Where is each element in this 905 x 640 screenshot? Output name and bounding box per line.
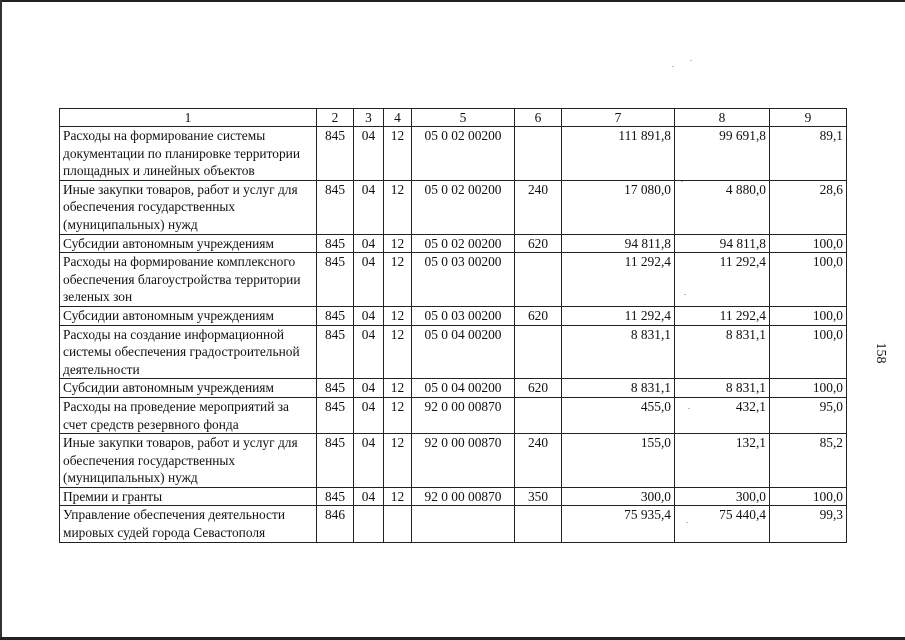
row-name: Субсидии автономным учреждениям <box>60 379 317 398</box>
execution-percent: 85,2 <box>770 434 847 488</box>
expense-type-code: 620 <box>515 306 562 325</box>
header-cell: 9 <box>770 109 847 127</box>
section-code: 04 <box>354 379 384 398</box>
table-row <box>60 127 847 181</box>
subsection-code: 12 <box>384 234 412 253</box>
executed-amount: 11 292,4 <box>675 253 770 307</box>
execution-percent: 28,6 <box>770 180 847 234</box>
executed-amount: 94 811,8 <box>675 234 770 253</box>
executed-amount: 300,0 <box>675 487 770 506</box>
target-article-code: 05 0 02 00200 <box>412 180 515 234</box>
executed-amount: 75 440,4 <box>675 506 770 542</box>
table-row <box>60 325 847 379</box>
row-name: Расходы на создание информационной системы обеспечения градостроительной деятельности <box>60 325 317 379</box>
target-article-code: 92 0 00 00870 <box>412 397 515 433</box>
section-code: 04 <box>354 253 384 307</box>
subsection-code <box>384 506 412 542</box>
expense-type-code: 620 <box>515 379 562 398</box>
planned-amount: 8 831,1 <box>562 325 675 379</box>
executed-amount: 11 292,4 <box>675 306 770 325</box>
scan-border-left <box>0 0 2 640</box>
executed-amount: 4 880,0 <box>675 180 770 234</box>
subsection-code: 12 <box>384 306 412 325</box>
target-article-code: 05 0 04 00200 <box>412 325 515 379</box>
execution-percent: 100,0 <box>770 306 847 325</box>
expense-type-code <box>515 127 562 181</box>
ministry-code: 845 <box>317 180 354 234</box>
executed-amount: 132,1 <box>675 434 770 488</box>
planned-amount: 8 831,1 <box>562 379 675 398</box>
target-article-code: 05 0 02 00200 <box>412 234 515 253</box>
table-row <box>60 487 847 506</box>
ministry-code: 845 <box>317 306 354 325</box>
ministry-code: 845 <box>317 379 354 398</box>
planned-amount: 75 935,4 <box>562 506 675 542</box>
ministry-code: 845 <box>317 397 354 433</box>
row-name: Субсидии автономным учреждениям <box>60 306 317 325</box>
target-article-code: 05 0 03 00200 <box>412 306 515 325</box>
target-article-code: 05 0 04 00200 <box>412 379 515 398</box>
section-code <box>354 506 384 542</box>
header-cell: 2 <box>317 109 354 127</box>
scan-speck <box>690 60 692 61</box>
execution-percent: 100,0 <box>770 234 847 253</box>
planned-amount: 17 080,0 <box>562 180 675 234</box>
section-code: 04 <box>354 397 384 433</box>
table-row <box>60 506 847 542</box>
expense-type-code: 350 <box>515 487 562 506</box>
row-name: Субсидии автономным учреждениям <box>60 234 317 253</box>
row-name: Премии и гранты <box>60 487 317 506</box>
planned-amount: 11 292,4 <box>562 306 675 325</box>
target-article-code: 05 0 02 00200 <box>412 127 515 181</box>
subsection-code: 12 <box>384 127 412 181</box>
expense-type-code: 240 <box>515 434 562 488</box>
scan-speck <box>672 66 674 67</box>
execution-percent: 99,3 <box>770 506 847 542</box>
table-row <box>60 306 847 325</box>
ministry-code: 845 <box>317 325 354 379</box>
table-row <box>60 253 847 307</box>
ministry-code: 845 <box>317 487 354 506</box>
planned-amount: 11 292,4 <box>562 253 675 307</box>
execution-percent: 100,0 <box>770 487 847 506</box>
subsection-code: 12 <box>384 487 412 506</box>
expense-type-code: 240 <box>515 180 562 234</box>
execution-percent: 100,0 <box>770 253 847 307</box>
ministry-code: 846 <box>317 506 354 542</box>
planned-amount: 300,0 <box>562 487 675 506</box>
subsection-code: 12 <box>384 434 412 488</box>
row-name: Иные закупки товаров, работ и услуг для обеспечения государственных (муниципальных) нужд <box>60 180 317 234</box>
table-row <box>60 180 847 234</box>
row-name: Иные закупки товаров, работ и услуг для обеспечения государственных (муниципальных) нужд <box>60 434 317 488</box>
table-row <box>60 379 847 398</box>
executed-amount: 8 831,1 <box>675 325 770 379</box>
header-cell: 6 <box>515 109 562 127</box>
row-name: Расходы на проведение мероприятий за счет средств резервного фонда <box>60 397 317 433</box>
header-cell: 8 <box>675 109 770 127</box>
section-code: 04 <box>354 434 384 488</box>
budget-table <box>59 108 847 543</box>
header-cell: 1 <box>60 109 317 127</box>
table-row <box>60 234 847 253</box>
ministry-code: 845 <box>317 127 354 181</box>
row-name: Расходы на формирование комплексного обеспечения благоустройства территории зеленых зон <box>60 253 317 307</box>
subsection-code: 12 <box>384 180 412 234</box>
subsection-code: 12 <box>384 379 412 398</box>
row-name: Управление обеспечения деятельности мировых судей города Севастополя <box>60 506 317 542</box>
section-code: 04 <box>354 234 384 253</box>
section-code: 04 <box>354 325 384 379</box>
ministry-code: 845 <box>317 434 354 488</box>
section-code: 04 <box>354 180 384 234</box>
table-row <box>60 434 847 488</box>
expense-type-code <box>515 253 562 307</box>
target-article-code: 92 0 00 00870 <box>412 434 515 488</box>
header-cell: 3 <box>354 109 384 127</box>
row-name: Расходы на формирование системы документации по планировке территории площадных и линейных объектов <box>60 127 317 181</box>
subsection-code: 12 <box>384 325 412 379</box>
planned-amount: 455,0 <box>562 397 675 433</box>
page-number: 158 <box>873 342 888 364</box>
executed-amount: 8 831,1 <box>675 379 770 398</box>
ministry-code: 845 <box>317 234 354 253</box>
expense-type-code <box>515 397 562 433</box>
section-code: 04 <box>354 487 384 506</box>
execution-percent: 100,0 <box>770 325 847 379</box>
target-article-code: 05 0 03 00200 <box>412 253 515 307</box>
header-cell: 7 <box>562 109 675 127</box>
planned-amount: 155,0 <box>562 434 675 488</box>
planned-amount: 94 811,8 <box>562 234 675 253</box>
expense-type-code: 620 <box>515 234 562 253</box>
subsection-code: 12 <box>384 397 412 433</box>
expense-type-code <box>515 506 562 542</box>
table-header-row <box>60 109 847 127</box>
section-code: 04 <box>354 306 384 325</box>
subsection-code: 12 <box>384 253 412 307</box>
executed-amount: 432,1 <box>675 397 770 433</box>
scan-border-top <box>0 0 905 2</box>
planned-amount: 111 891,8 <box>562 127 675 181</box>
execution-percent: 89,1 <box>770 127 847 181</box>
header-cell: 4 <box>384 109 412 127</box>
ministry-code: 845 <box>317 253 354 307</box>
expense-type-code <box>515 325 562 379</box>
execution-percent: 95,0 <box>770 397 847 433</box>
executed-amount: 99 691,8 <box>675 127 770 181</box>
table-row <box>60 397 847 433</box>
section-code: 04 <box>354 127 384 181</box>
execution-percent: 100,0 <box>770 379 847 398</box>
header-cell: 5 <box>412 109 515 127</box>
target-article-code <box>412 506 515 542</box>
target-article-code: 92 0 00 00870 <box>412 487 515 506</box>
